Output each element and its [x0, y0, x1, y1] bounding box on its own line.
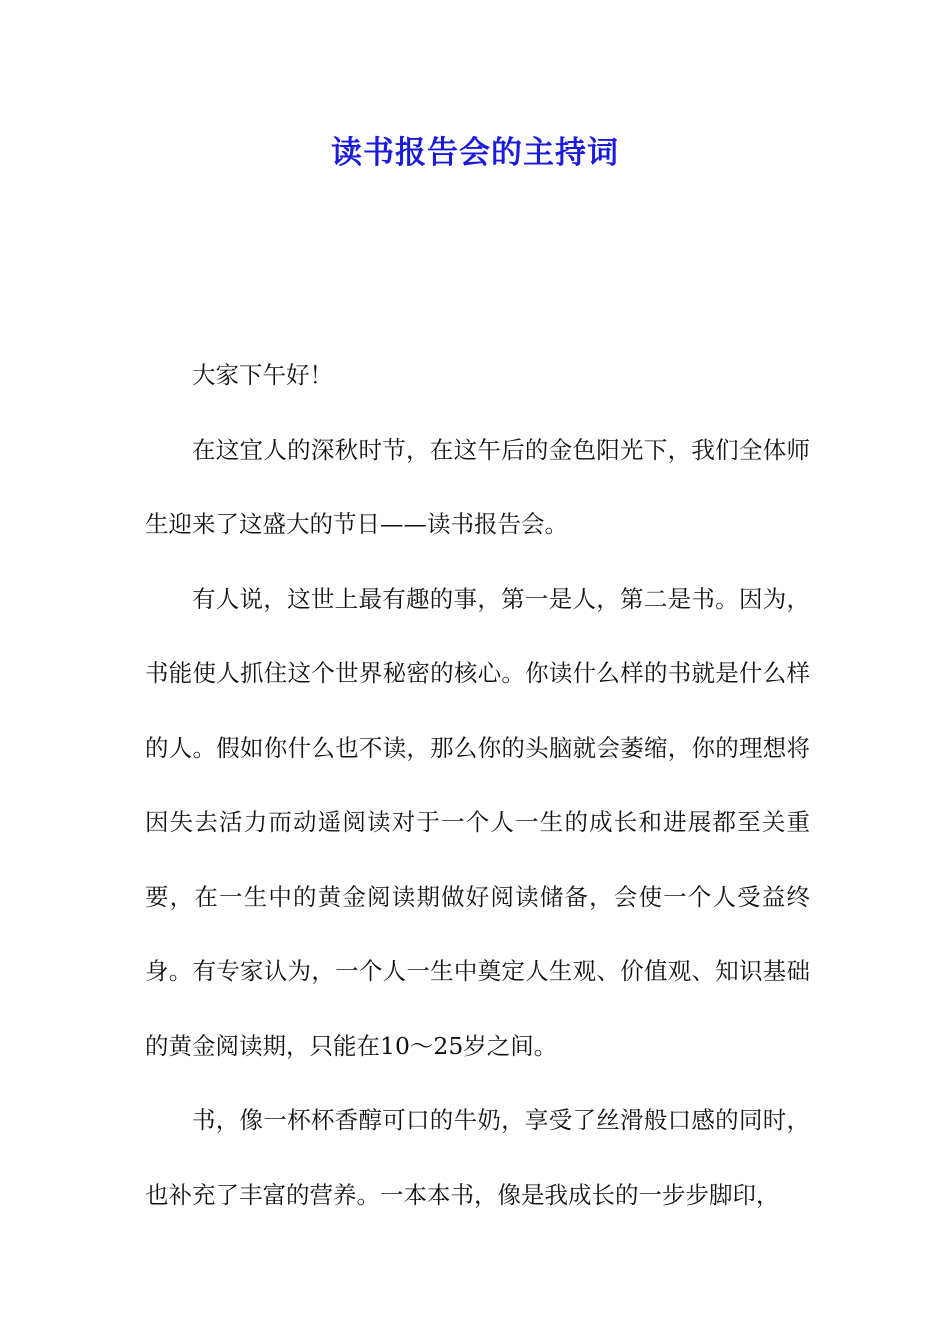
paragraph-reading-importance: 有人说，这世上最有趣的事，第一是人，第二是书。因为，书能使人抓住这个世界秘密的核心。你读什么样的书就是什么样的人。假如你什么也不读，那么你的头脑就会萎缩，你的理想将因失去活力而动遥阅读对于一个人一生的成长和进展都至关重要，在一生中的黄金阅读期做好阅读储备，会使一个人受益终身。有专家认为，一个人一生中奠定人生观、价值观、知识基础的黄金阅读期，只能在10～25岁之间。 — [145, 584, 810, 1060]
paragraph-book-metaphor: 书，像一杯杯香醇可口的牛奶，享受了丝滑般口感的同时，也补充了丰富的营养。一本本书，像是我成长的一步步脚印， — [145, 1106, 810, 1209]
paragraph-opening: 在这宜人的深秋时节，在这午后的金色阳光下，我们全体师生迎来了这盛大的节日——读书报告会。 — [145, 435, 810, 538]
document-body — [145, 338, 810, 1232]
document-title: 读书报告会的主持词 — [331, 135, 619, 171]
paragraph-greeting: 大家下午好！ — [192, 361, 333, 389]
